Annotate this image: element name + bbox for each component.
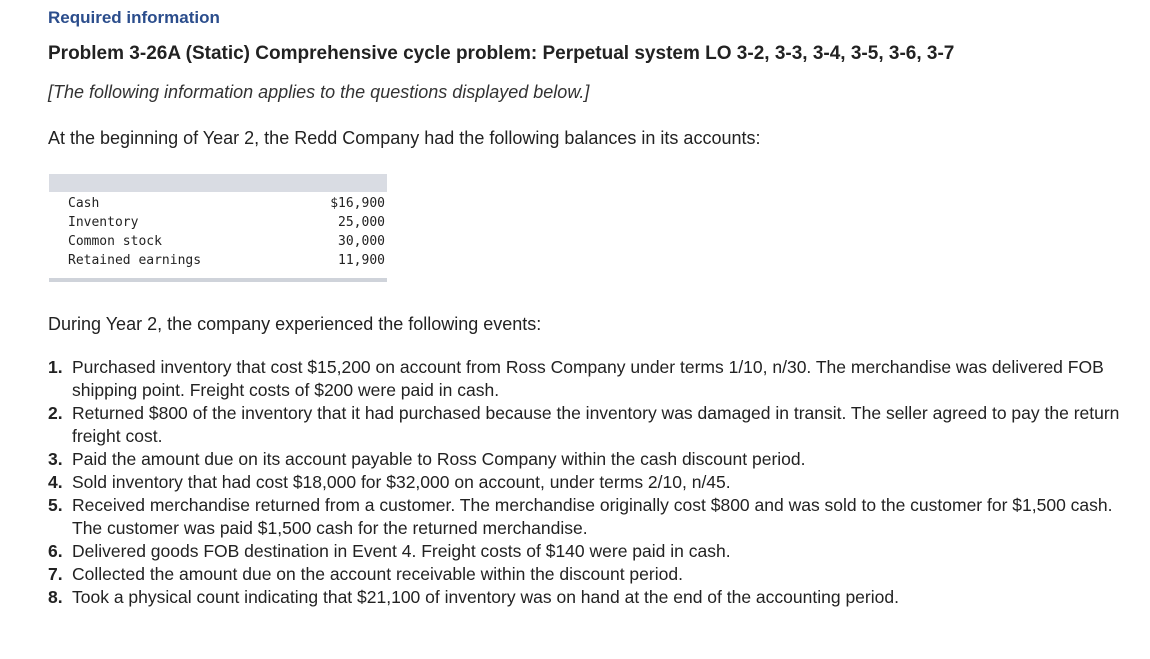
list-item bbox=[48, 448, 1128, 471]
event-number: 3. bbox=[48, 449, 63, 469]
account-name: Common stock bbox=[68, 234, 162, 249]
problem-title: Problem 3-26A (Static) Comprehensive cycle problem: Perpetual system LO 3-2, 3-3, 3-4, 3-5, 3-6, 3-7 bbox=[48, 43, 955, 64]
account-amount: 11,900 bbox=[338, 253, 385, 268]
list-item bbox=[48, 494, 1128, 540]
events-list bbox=[48, 356, 1128, 609]
table-footer-bar bbox=[49, 278, 387, 282]
table-row bbox=[49, 251, 385, 270]
event-text: Paid the amount due on its account payable to Ross Company within the cash discount period. bbox=[72, 449, 806, 469]
event-number: 5. bbox=[48, 495, 63, 515]
list-item bbox=[48, 471, 1128, 494]
event-text: Purchased inventory that cost $15,200 on account from Ross Company under terms 1/10, n/30. The merchandise was delivered FOB shipping point. Freight costs of $200 were paid in cash. bbox=[72, 357, 1104, 400]
table-row bbox=[49, 213, 385, 232]
event-number: 4. bbox=[48, 472, 63, 492]
table-header-bar bbox=[49, 174, 387, 192]
required-information-heading: Required information bbox=[48, 8, 220, 27]
table-row bbox=[49, 232, 385, 251]
event-number: 7. bbox=[48, 564, 63, 584]
account-name: Retained earnings bbox=[68, 253, 202, 268]
event-text: Collected the amount due on the account receivable within the discount period. bbox=[72, 564, 683, 584]
list-item bbox=[48, 402, 1128, 448]
account-amount: $16,900 bbox=[330, 196, 385, 211]
applies-note: [The following information applies to the questions displayed below.] bbox=[48, 82, 590, 102]
account-name: Inventory bbox=[68, 215, 139, 230]
event-text: Took a physical count indicating that $21,100 of inventory was on hand at the end of the accounting period. bbox=[72, 587, 899, 607]
list-item bbox=[48, 356, 1128, 402]
account-amount: 30,000 bbox=[338, 234, 385, 249]
account-amount: 25,000 bbox=[338, 215, 385, 230]
events-intro: During Year 2, the company experienced the following events: bbox=[48, 314, 542, 334]
event-number: 6. bbox=[48, 541, 63, 561]
list-item bbox=[48, 563, 1128, 586]
account-balances-table bbox=[49, 174, 387, 282]
event-text: Sold inventory that had cost $18,000 for $32,000 on account, under terms 2/10, n/45. bbox=[72, 472, 731, 492]
list-item bbox=[48, 586, 1128, 609]
intro-text: At the beginning of Year 2, the Redd Company had the following balances in its accounts: bbox=[48, 128, 761, 148]
account-name: Cash bbox=[68, 196, 100, 211]
event-number: 2. bbox=[48, 403, 63, 423]
event-text: Received merchandise returned from a customer. The merchandise originally cost $800 and was sold to the customer for $1,500 cash. The customer was paid $1,500 cash for the returned merchandise. bbox=[72, 495, 1113, 538]
table-row bbox=[49, 194, 385, 213]
list-item bbox=[48, 540, 1128, 563]
event-number: 1. bbox=[48, 357, 63, 377]
event-number: 8. bbox=[48, 587, 63, 607]
event-text: Returned $800 of the inventory that it had purchased because the inventory was damaged in transit. The seller agreed to pay the return freight cost. bbox=[72, 403, 1120, 446]
event-text: Delivered goods FOB destination in Event 4. Freight costs of $140 were paid in cash. bbox=[72, 541, 731, 561]
